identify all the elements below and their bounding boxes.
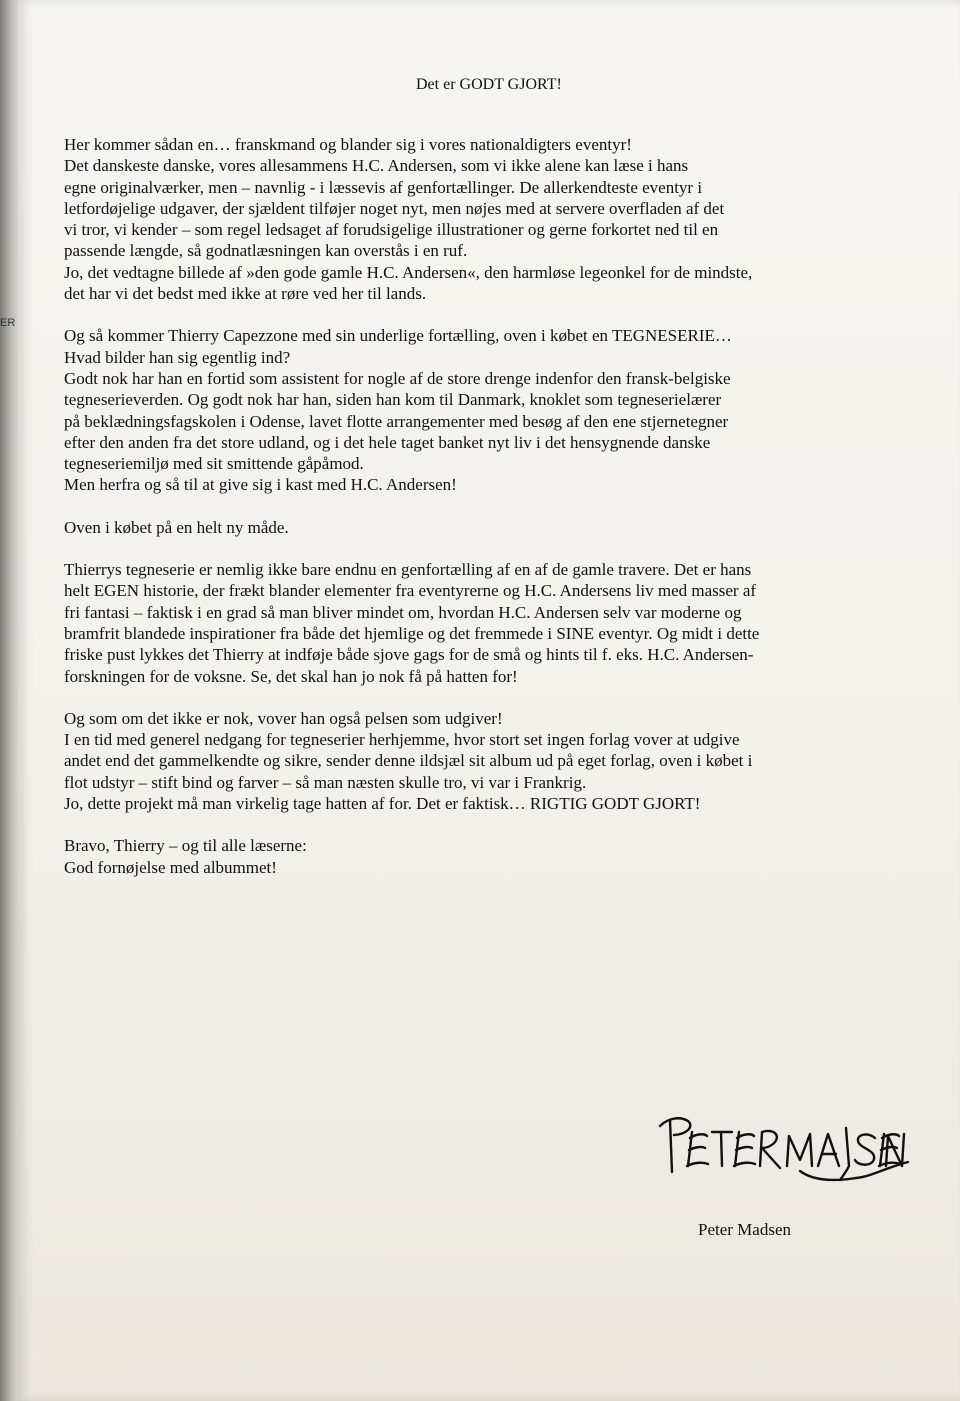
text-line: forskningen for de voksne. Se, det skal han jo nok få på hatten for! [64, 666, 518, 686]
text-line: Godt nok har han en fortid som assistent for nogle af de store drenge indenfor den fransk-belgiske [64, 368, 731, 388]
text-line: Jo, det vedtagne billede af »den gode gamle H.C. Andersen«, den harmløse legeonkel for de mindste, [64, 262, 753, 282]
paragraph-spacer [64, 538, 920, 559]
paragraph [64, 325, 920, 495]
text-line: friske pust lykkes det Thierry at indføje både sjove gags for de små og hints til f. eks. H.C. Andersen- [64, 645, 754, 665]
paragraph [64, 134, 920, 304]
text-line: Thierrys tegneserie er nemlig ikke bare endnu en genfortælling af en af de gamle travere. Det er hans [64, 560, 752, 580]
text-line: fri fantasi – faktisk i en grad så man bliver mindet om, hvordan H.C. Andersen selv var moderne og [64, 602, 742, 622]
paragraph [64, 835, 920, 878]
text-line: andet end det gammelkendte og sikre, sender denne ildsjæl sit album ud på eget forlag, oven i købet i [64, 751, 753, 771]
text-line: efter den anden fra det store udland, og i det hele taget banket nyt liv i det hensygnende danske [64, 432, 711, 452]
text-line: Jo, dette projekt må man virkelig tage hatten af for. Det er faktisk… RIGTIG GODT GJORT! [64, 794, 701, 814]
text-line: God fornøjelse med albummet! [64, 857, 277, 877]
text-line: Bravo, Thierry – og til alle læserne: [64, 836, 307, 856]
text-line: tegneserieverden. Og godt nok har han, siden han kom til Danmark, knoklet som tegneserielærer [64, 390, 722, 410]
text-line: letfordøjelige udgaver, der sjældent tilføjer noget nyt, men nøjes med at servere overfladen af det [64, 198, 725, 218]
text-line: passende længde, så godnatlæsningen kan overstås i en ruf. [64, 241, 468, 261]
paragraph-spacer [64, 304, 920, 325]
paragraph-spacer [64, 687, 920, 708]
text-line: Og som om det ikke er nok, vover han også pelsen som udgiver! [64, 708, 503, 728]
paragraph-spacer [64, 814, 920, 835]
text-line: på beklædningsfagskolen i Odense, lavet flotte arrangementer med besøg af den ene stjernetegner [64, 411, 729, 431]
text-line: Og så kommer Thierry Capezzone med sin underlige fortælling, oven i købet en TEGNESERIE… [64, 326, 732, 346]
text-line: I en tid med generel nedgang for tegneserier herhjemme, hvor stort set ingen forlag vover at udgive [64, 730, 740, 750]
text-line: Det danskeste danske, vores allesammens H.C. Andersen, som vi ikke alene kan læse i hans [64, 156, 689, 176]
paragraph [64, 517, 920, 538]
page-title: Det er GODT GJORT! [416, 76, 562, 93]
text-line: Her kommer sådan en… franskmand og blander sig i vores nationaldigters eventyr! [64, 135, 632, 154]
text-line: bramfrit blandede inspirationer fra både det hjemlige og det fremmede i SINE eventyr. Og midt i dette [64, 623, 760, 643]
text-line: tegneseriemiljø med sit smittende gåpåmod. [64, 454, 364, 474]
text-line: Men herfra og så til at give sig i kast med H.C. Andersen! [64, 475, 457, 495]
text-line: vi tror, vi kender – som regel ledsaget af forudsigelige illustrationer og gerne forkortet ned til en [64, 220, 719, 240]
paragraph [64, 559, 920, 687]
signer-name: Peter Madsen [698, 1220, 792, 1239]
text-line: flot udstyr – stift bind og farver – så man næsten skulle tro, vi var i Frankrig. [64, 772, 587, 792]
spine-marker: ER [0, 317, 16, 329]
text-line: egne originalværker, men – navnlig - i læssevis af genfortællinger. De allerkendteste eventyr i [64, 177, 703, 197]
paragraph-spacer [64, 496, 920, 517]
text-line: Hvad bilder han sig egentlig ind? [64, 347, 291, 367]
text-line: helt EGEN historie, der frækt blander elementer fra eventyrerne og H.C. Andersens liv med masser af [64, 581, 757, 601]
document-page [18, 0, 960, 1401]
handwritten-signature [650, 1108, 910, 1198]
text-line: Oven i købet på en helt ny måde. [64, 517, 289, 537]
text-line: det har vi det bedst med ikke at røre ved her til lands. [64, 284, 427, 304]
paragraph [64, 708, 920, 814]
letter-body [64, 134, 920, 878]
